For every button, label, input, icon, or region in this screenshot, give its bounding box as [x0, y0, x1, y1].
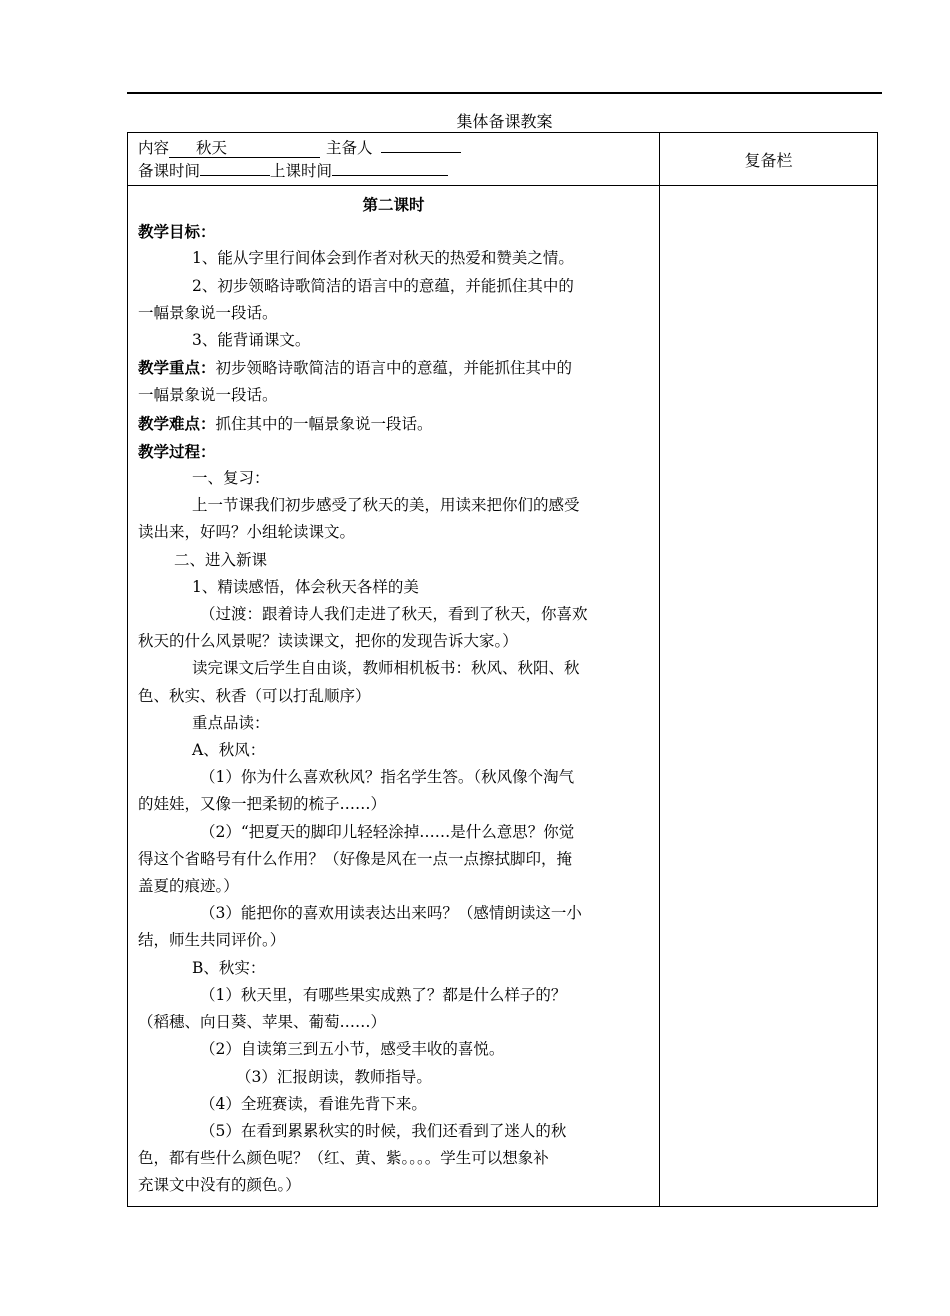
header-row [128, 133, 878, 186]
a2-line-3: 盖夏的痕迹。） [138, 877, 239, 896]
review-line-2: 读出来，好吗？小组轮读课文。 [138, 523, 356, 542]
process-heading: 教学过程： [138, 441, 216, 461]
transition-line-1: （过渡：跟着诗人我们走进了秋天，看到了秋天，你喜欢 [200, 605, 588, 624]
content-value: 秋天 [169, 140, 320, 158]
body-row [128, 186, 878, 1207]
lesson-plan-table [127, 132, 878, 1207]
key-point-line-2: 一幅景象说一段话。 [138, 386, 278, 405]
lesson-number: 第二课时 [362, 195, 425, 214]
section-b-heading: B、秋实： [192, 958, 266, 977]
difficulty-label: 教学难点： [138, 413, 216, 433]
objective-2-line-1: 2、初步领略诗歌简洁的语言中的意蕴，并能抓住其中的 [192, 276, 574, 295]
objective-3: 3、能背诵课文。 [192, 331, 311, 350]
after-reading-line-2: 色、秋实、秋香（可以打乱顺序） [138, 686, 371, 705]
focus-reading: 重点品读： [192, 713, 270, 732]
b2-line: （2）自读第三到五小节，感受丰收的喜悦。 [200, 1040, 505, 1059]
b3-line: （3）汇报朗读，教师指导。 [236, 1067, 432, 1086]
class-time-blank [332, 175, 448, 176]
after-reading-line-1: 读完课文后学生自由谈，教师相机板书：秋风、秋阳、秋 [192, 659, 580, 678]
class-time-label: 上课时间 [270, 162, 333, 180]
key-point-label: 教学重点： [138, 358, 216, 378]
review-line-1: 上一节课我们初步感受了秋天的美，用读来把你们的感受 [192, 496, 580, 515]
difficulty-text: 抓住其中的一幅景象说一段话。 [215, 414, 433, 433]
document-title: 集体备课教案 [456, 112, 553, 131]
lesson-body [128, 186, 660, 1207]
a3-line-2: 结，师生共同评价。） [138, 931, 286, 950]
a3-line-1: （3）能把你的喜欢用读表达出来吗？（感情朗读这一小 [200, 904, 582, 923]
a2-line-2: 得这个省略号有什么作用？（好像是风在一点一点擦拭脚印，掩 [138, 849, 573, 868]
review-column-header: 复备栏 [660, 133, 878, 186]
host-blank [381, 152, 461, 153]
review-notes-column [660, 186, 878, 1207]
top-rule [127, 92, 882, 94]
b1-line-2: （稻穗、向日葵、苹果、葡萄……） [138, 1013, 387, 1032]
step-1: 1、精读感悟，体会秋天各样的美 [192, 577, 419, 596]
objective-1: 1、能从字里行间体会到作者对秋天的热爱和赞美之情。 [192, 249, 574, 268]
new-lesson-heading: 二、进入新课 [174, 550, 268, 569]
b1-line-1: （1）秋天里，有哪些果实成熟了？都是什么样子的？ [200, 985, 567, 1004]
b5-line-2: 色，都有些什么颜色呢？（红、黄、紫。。。。学生可以想象补 [138, 1149, 549, 1168]
objectives-heading: 教学目标： [138, 222, 216, 242]
objective-2-line-2: 一幅景象说一段话。 [138, 303, 278, 322]
header-line-1 [138, 137, 649, 160]
a1-line-2: 的娃娃，又像一把柔韧的梳子……） [138, 795, 387, 814]
host-label: 主备人 [326, 139, 373, 157]
key-point [138, 354, 649, 382]
key-point-text: 初步领略诗歌简洁的语言中的意蕴，并能抓住其中的 [215, 359, 573, 378]
difficulty [138, 410, 649, 438]
transition-line-2: 秋天的什么风景呢？读读课文，把你的发现告诉大家。） [138, 632, 518, 651]
a2-line-1: （2）“把夏天的脚印儿轻轻涂掉……是什么意思？你觉 [200, 822, 575, 841]
content-label: 内容 [138, 139, 170, 157]
b4-line: （4）全班赛读，看谁先背下来。 [200, 1094, 427, 1113]
prep-time-label: 备课时间 [138, 162, 201, 180]
a1-line-1: （1）你为什么喜欢秋风？指名学生答。（秋风像个淘气 [200, 768, 575, 787]
prep-time-blank [200, 175, 270, 176]
header-info-cell [128, 133, 660, 186]
section-a-heading: A、秋风： [192, 741, 266, 760]
b5-line-3: 充课文中没有的颜色。） [138, 1176, 301, 1195]
review-heading: 一、复习： [192, 469, 270, 488]
b5-line-1: （5）在看到累累秋实的时候，我们还看到了迷人的秋 [200, 1121, 567, 1140]
header-line-2 [138, 160, 649, 183]
